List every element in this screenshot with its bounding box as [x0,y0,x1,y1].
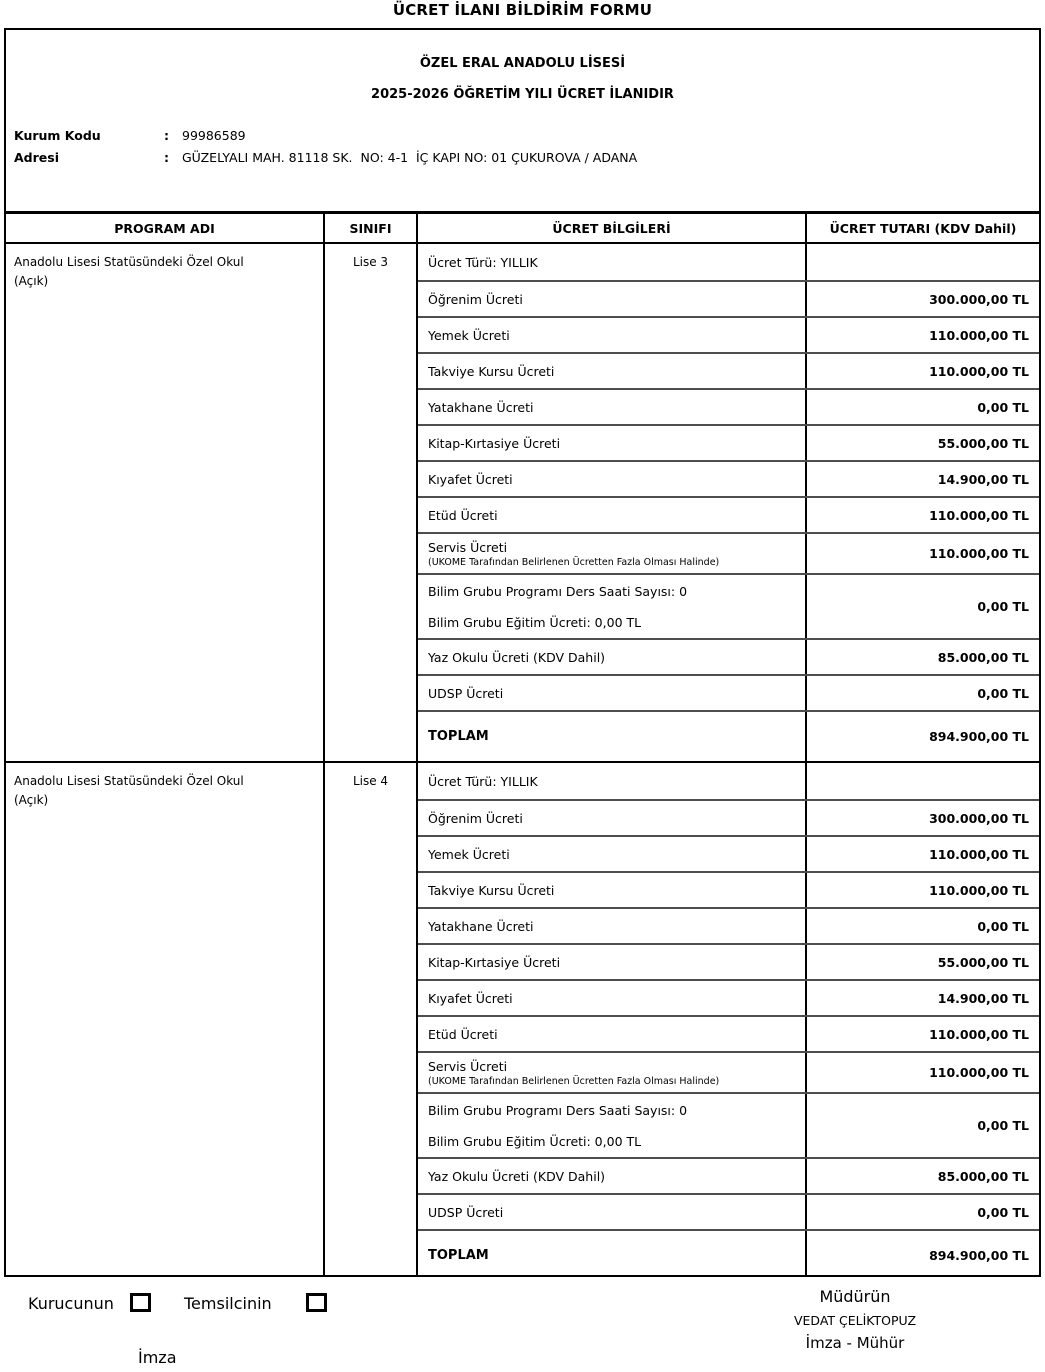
fee-label-cell [418,676,805,710]
program-name-cell [6,244,323,761]
fee-amount: 0,00 TL [805,909,1039,943]
fee-amount: 0,00 TL [805,1094,1039,1157]
fee-label: Servis Ücreti [428,539,508,555]
fee-label: Yatakhane Ücreti [428,918,534,934]
fee-label-cell [418,1017,805,1051]
school-name: ÖZEL ERAL ANADOLU LİSESİ [419,56,626,71]
fee-label: Bilim Grubu Programı Ders Saati Sayısı: 0 [428,583,688,599]
fee-label: Servis Ücreti [428,1058,508,1074]
fee-rows [418,763,1039,1277]
kurucunun-label: Kurucunun [28,1294,114,1313]
fee-row [418,674,1039,710]
fee-row [418,979,1039,1015]
sinif-cell: Lise 3 [323,244,418,761]
fee-row [418,871,1039,907]
fee-row [418,424,1039,460]
fee-label: UDSP Ücreti [428,685,504,701]
fee-label-cell [418,1094,805,1157]
fee-amount [805,763,1039,799]
fee-amount: 300.000,00 TL [805,282,1039,316]
fee-label: Öğrenim Ücreti [428,291,523,307]
fee-label: TOPLAM [428,729,489,744]
fee-label-cell [418,1053,805,1092]
fee-label-cell [418,873,805,907]
fee-row [418,763,1039,799]
fee-amount: 85.000,00 TL [805,1159,1039,1193]
fee-label: Yemek Ücreti [428,846,510,862]
fee-row [418,1157,1039,1193]
fee-label-cell [418,1195,805,1229]
adresi-label: Adresi [14,150,59,165]
fee-amount: 0,00 TL [805,575,1039,638]
fee-row [418,244,1039,280]
fee-label: Kitap-Kırtasiye Ücreti [428,435,561,451]
kurum-kodu-row [6,128,1039,146]
fee-label: Ücret Türü: YILLIK [428,254,538,270]
adresi-row [6,150,1039,168]
fee-label-cell [418,1231,805,1277]
fee-label-cell [418,534,805,573]
mudur-signature-block [705,1287,1005,1352]
fee-amount: 110.000,00 TL [805,534,1039,573]
fee-amount: 894.900,00 TL [805,712,1039,761]
imza-muhur-label: İmza - Mühür [805,1334,905,1352]
kurum-kodu-colon: : [164,128,169,143]
fee-label-cell [418,981,805,1015]
fee-label-cell [418,909,805,943]
fee-amount: 14.900,00 TL [805,981,1039,1015]
fee-label: Yaz Okulu Ücreti (KDV Dahil) [428,649,606,665]
fee-label-line-2: Bilim Grubu Eğitim Ücreti: 0,00 TL [428,1133,642,1149]
fee-amount: 14.900,00 TL [805,462,1039,496]
fee-row [418,1092,1039,1157]
fee-label-cell [418,282,805,316]
program-name-cell [6,763,323,1277]
fee-row [418,496,1039,532]
fee-amount: 110.000,00 TL [805,354,1039,388]
fee-label: Kıyafet Ücreti [428,471,513,487]
fee-label-cell [418,712,805,761]
program-name-line-2: (Açık) [14,274,49,289]
fee-label-cell [418,945,805,979]
fee-label: Yatakhane Ücreti [428,399,534,415]
sinif-cell: Lise 4 [323,763,418,1277]
program-block [6,761,1039,1277]
fee-amount: 55.000,00 TL [805,426,1039,460]
fee-amount: 110.000,00 TL [805,837,1039,871]
fee-row [418,280,1039,316]
fee-row [418,352,1039,388]
fee-label-cell [418,801,805,835]
fee-label: Takviye Kursu Ücreti [428,363,555,379]
fee-label: Kitap-Kırtasiye Ücreti [428,954,561,970]
program-name-line-2: (Açık) [14,793,49,808]
fee-label: Öğrenim Ücreti [428,810,523,826]
fee-row [418,943,1039,979]
fee-row [418,835,1039,871]
fee-amount: 110.000,00 TL [805,873,1039,907]
fee-amount: 55.000,00 TL [805,945,1039,979]
imza-label: İmza [138,1348,177,1367]
fee-label: Yemek Ücreti [428,327,510,343]
fee-label: TOPLAM [428,1248,489,1263]
mudurun-label: Müdürün [819,1287,891,1306]
page-title: ÜCRET İLANI BİLDİRİM FORMU [392,1,653,19]
program-name-line-1: Anadolu Lisesi Statüsündeki Özel Okul [14,255,244,269]
adresi-colon: : [164,150,169,165]
fee-row [418,1193,1039,1229]
temsilcinin-label: Temsilcinin [184,1294,272,1313]
fee-amount: 110.000,00 TL [805,318,1039,352]
fee-row [418,388,1039,424]
table-blocks [6,244,1039,1277]
adresi-value: GÜZELYALI MAH. 81118 SK. NO: 4-1 İÇ KAPI NO: 01 ÇUKUROVA / ADANA [182,150,638,165]
fee-row [418,573,1039,638]
fee-label: Takviye Kursu Ücreti [428,882,555,898]
fee-label-cell [418,462,805,496]
fee-row [418,1229,1039,1277]
fee-amount: 85.000,00 TL [805,640,1039,674]
fee-amount: 110.000,00 TL [805,1017,1039,1051]
fee-amount: 110.000,00 TL [805,1053,1039,1092]
fee-label-cell [418,640,805,674]
fee-label: Yaz Okulu Ücreti (KDV Dahil) [428,1168,606,1184]
kurum-kodu-label: Kurum Kodu [14,128,101,143]
header-sinifi: SINIFI [323,214,418,242]
fee-label-cell [418,763,805,799]
fee-label-cell [418,498,805,532]
fee-label: UDSP Ücreti [428,1204,504,1220]
fee-table [6,211,1039,1277]
fee-label-cell [418,837,805,871]
fee-amount: 894.900,00 TL [805,1231,1039,1277]
fee-label: Etüd Ücreti [428,1026,498,1042]
fee-label: Kıyafet Ücreti [428,990,513,1006]
header-program-adi: PROGRAM ADI [114,220,215,236]
fee-row [418,1015,1039,1051]
fee-sublabel: (UKOME Tarafından Belirlenen Ücretten Fazla Olması Halinde) [428,556,720,568]
form-outer-box [4,28,1041,1277]
fee-row [418,1051,1039,1092]
fee-label-cell [418,1159,805,1193]
fee-sublabel: (UKOME Tarafından Belirlenen Ücretten Fazla Olması Halinde) [428,1075,720,1087]
fee-amount: 0,00 TL [805,1195,1039,1229]
fee-row [418,710,1039,761]
year-announcement-line: 2025-2026 ÖĞRETİM YILI ÜCRET İLANIDIR [371,87,674,102]
header-ucret-bilgileri: ÜCRET BİLGİLERİ [552,220,671,236]
fee-label-cell [418,244,805,280]
fee-label: Bilim Grubu Programı Ders Saati Sayısı: 0 [428,1102,688,1118]
fee-row [418,907,1039,943]
fee-table-header [6,211,1039,244]
fee-label-cell [418,390,805,424]
fee-label-cell [418,318,805,352]
fee-row [418,532,1039,573]
fee-amount: 300.000,00 TL [805,801,1039,835]
fee-amount [805,244,1039,280]
fee-row [418,638,1039,674]
fee-amount: 0,00 TL [805,676,1039,710]
fee-row [418,460,1039,496]
program-block [6,244,1039,761]
fee-rows [418,244,1039,761]
temsilcinin-checkbox[interactable] [306,1293,327,1312]
fee-label-cell [418,575,805,638]
fee-amount: 0,00 TL [805,390,1039,424]
fee-label-line-2: Bilim Grubu Eğitim Ücreti: 0,00 TL [428,614,642,630]
header-ucret-tutari: ÜCRET TUTARI (KDV Dahil) [805,214,1039,242]
program-name-line-1: Anadolu Lisesi Statüsündeki Özel Okul [14,774,244,788]
fee-amount: 110.000,00 TL [805,498,1039,532]
fee-row [418,799,1039,835]
kurum-kodu-value: 99986589 [182,128,246,143]
mudur-name: VEDAT ÇELİKTOPUZ [793,1313,917,1328]
kurucunun-checkbox[interactable] [130,1293,151,1312]
fee-label: Ücret Türü: YILLIK [428,773,538,789]
fee-label-cell [418,354,805,388]
fee-label: Etüd Ücreti [428,507,498,523]
fee-label-cell [418,426,805,460]
fee-row [418,316,1039,352]
